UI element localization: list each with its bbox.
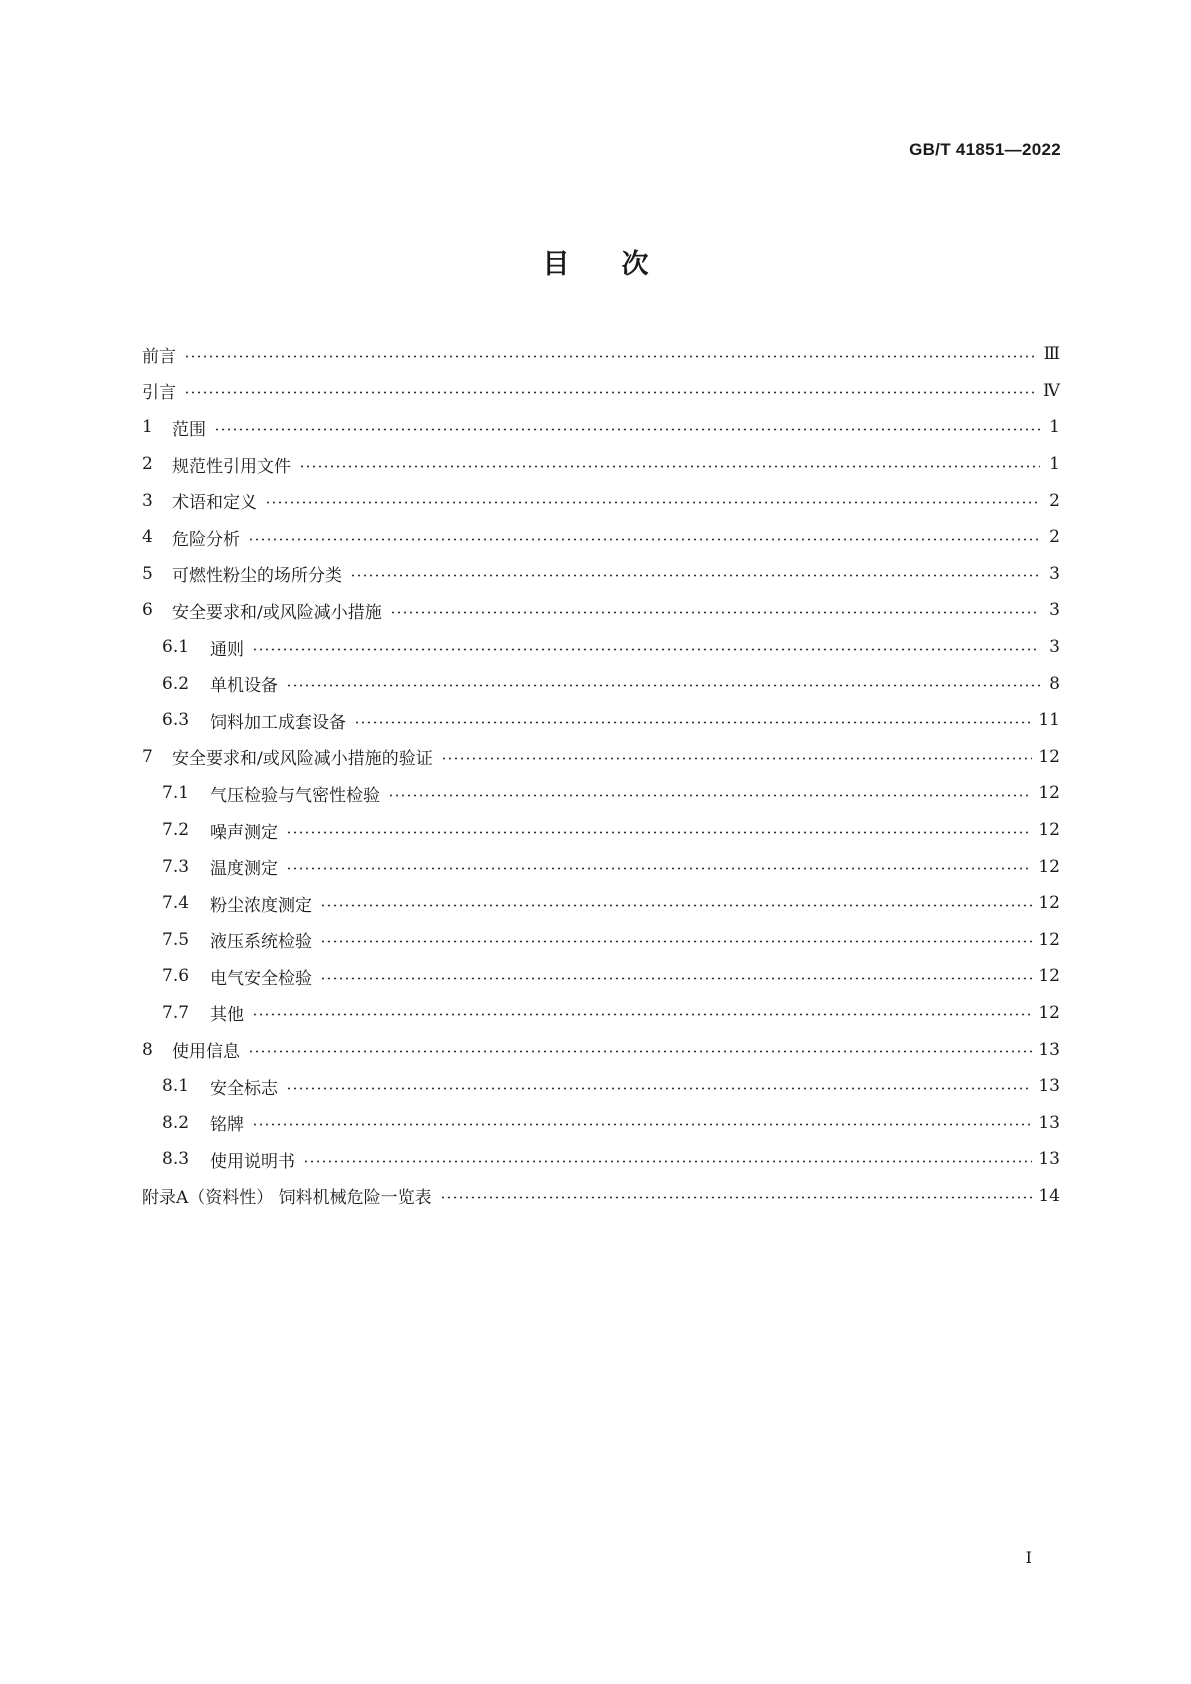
- toc-entry-label: 范围: [172, 419, 206, 440]
- toc-entry-label: 附录A（资料性） 饲料机械危险一览表: [142, 1188, 432, 1209]
- dot-leader: [354, 721, 1032, 724]
- toc-entry-page: 12: [1038, 966, 1060, 987]
- toc-entry-label: 安全要求和/或风险减小措施: [172, 602, 382, 623]
- toc-entry-number: 6.1: [162, 637, 190, 658]
- toc-entry-page: 11: [1038, 710, 1060, 731]
- toc-entry-page: Ⅳ: [1043, 380, 1060, 401]
- toc-entry-label: 可燃性粉尘的场所分类: [172, 566, 342, 587]
- dot-leader: [252, 1013, 1032, 1016]
- toc-entry[interactable]: [142, 482, 1060, 519]
- toc-entry-number: 2: [142, 454, 153, 475]
- toc-entry-label: 使用说明书: [210, 1151, 295, 1172]
- toc-entry-page: 13: [1038, 1112, 1060, 1133]
- toc-entry-number: 8.2: [162, 1112, 190, 1133]
- toc-entry-number: 5: [142, 563, 153, 584]
- toc-entry-page: Ⅲ: [1043, 344, 1060, 365]
- toc-entry-page: 12: [1038, 856, 1060, 877]
- table-of-contents: [142, 336, 1060, 1214]
- dot-leader: [320, 940, 1032, 943]
- toc-entry-page: 2: [1049, 490, 1060, 511]
- toc-entry-label: 噪声测定: [210, 822, 278, 843]
- toc-entry-page: 13: [1038, 1076, 1060, 1097]
- toc-entry-number: 7.2: [162, 820, 190, 841]
- dot-leader: [286, 867, 1032, 870]
- dot-leader: [184, 355, 1038, 358]
- dot-leader: [286, 831, 1032, 834]
- toc-entry-page: 13: [1038, 1039, 1060, 1060]
- toc-entry-label: 术语和定义: [172, 493, 257, 514]
- toc-entry[interactable]: [142, 775, 1060, 812]
- toc-entry-label: 电气安全检验: [210, 968, 312, 989]
- toc-entry-number: 3: [142, 490, 153, 511]
- toc-entry-number: 7: [142, 746, 153, 767]
- toc-entry[interactable]: [142, 739, 1060, 776]
- standard-code: GB/T 41851—2022: [909, 140, 1061, 159]
- dot-leader: [286, 684, 1040, 687]
- toc-entry[interactable]: [142, 958, 1060, 995]
- toc-entry-number: 7.1: [162, 783, 190, 804]
- toc-entry[interactable]: [142, 995, 1060, 1032]
- dot-leader: [248, 1050, 1032, 1053]
- toc-entry-label: 引言: [142, 383, 176, 404]
- toc-entry-label: 单机设备: [210, 676, 278, 697]
- toc-entry-number: 8: [142, 1039, 153, 1060]
- toc-entry-label: 安全标志: [210, 1078, 278, 1099]
- toc-entry-page: 8: [1049, 673, 1060, 694]
- toc-entry-page: 12: [1038, 746, 1060, 767]
- toc-entry[interactable]: [142, 848, 1060, 885]
- toc-entry[interactable]: [142, 373, 1060, 410]
- toc-entry-number: 4: [142, 527, 153, 548]
- toc-entry[interactable]: [142, 592, 1060, 629]
- toc-entry[interactable]: [142, 922, 1060, 959]
- toc-entry[interactable]: [142, 446, 1060, 483]
- dot-leader: [214, 428, 1040, 431]
- toc-entry-label: 温度测定: [210, 859, 278, 880]
- toc-entry-label: 液压系统检验: [210, 932, 312, 953]
- toc-entry-page: 12: [1038, 783, 1060, 804]
- toc-entry[interactable]: [142, 1104, 1060, 1141]
- toc-entry-number: 6.2: [162, 673, 190, 694]
- toc-entry-page: 2: [1049, 527, 1060, 548]
- toc-entry-page: 12: [1038, 820, 1060, 841]
- dot-leader: [299, 465, 1040, 468]
- dot-leader: [390, 611, 1040, 614]
- toc-entry[interactable]: [142, 1031, 1060, 1068]
- dot-leader: [252, 648, 1040, 651]
- dot-leader: [320, 977, 1032, 980]
- toc-entry[interactable]: [142, 702, 1060, 739]
- toc-entry-label: 通则: [210, 639, 244, 660]
- toc-entry-page: 13: [1038, 1149, 1060, 1170]
- toc-entry-number: 8.1: [162, 1076, 190, 1097]
- toc-entry-label: 安全要求和/或风险减小措施的验证: [172, 749, 433, 770]
- dot-leader: [252, 1123, 1032, 1126]
- toc-entry[interactable]: [142, 812, 1060, 849]
- dot-leader: [265, 501, 1040, 504]
- toc-entry[interactable]: [142, 1141, 1060, 1178]
- toc-entry-number: 7.7: [162, 1002, 190, 1023]
- page-number: Ⅰ: [1025, 1548, 1032, 1567]
- toc-entry-page: 1: [1049, 454, 1060, 475]
- dot-leader: [441, 757, 1033, 760]
- toc-entry-number: 7.6: [162, 966, 190, 987]
- dot-leader: [184, 391, 1037, 394]
- toc-entry-label: 粉尘浓度测定: [210, 895, 312, 916]
- toc-entry-label: 前言: [142, 346, 176, 367]
- toc-entry-page: 1: [1049, 417, 1060, 438]
- toc-entry[interactable]: [142, 1068, 1060, 1105]
- dot-leader: [320, 904, 1032, 907]
- toc-entry-label: 气压检验与气密性检验: [210, 785, 380, 806]
- dot-leader: [388, 794, 1032, 797]
- toc-entry-page: 12: [1038, 1002, 1060, 1023]
- toc-entry-number: 1: [142, 417, 153, 438]
- toc-entry-page: 3: [1049, 600, 1060, 621]
- toc-entry-number: 6: [142, 600, 153, 621]
- dot-leader: [440, 1196, 1033, 1199]
- toc-entry-label: 使用信息: [172, 1042, 240, 1063]
- toc-entry-page: 12: [1038, 929, 1060, 950]
- toc-entry[interactable]: [142, 885, 1060, 922]
- toc-entry-label: 规范性引用文件: [172, 456, 291, 477]
- toc-entry[interactable]: [142, 665, 1060, 702]
- toc-entry-page: 3: [1049, 637, 1060, 658]
- toc-entry-page: 3: [1049, 563, 1060, 584]
- toc-entry-number: 8.3: [162, 1149, 190, 1170]
- toc-entry-label: 危险分析: [172, 529, 240, 550]
- toc-entry-label: 饲料加工成套设备: [210, 712, 346, 733]
- page-title: 目次: [542, 249, 701, 280]
- toc-entry-number: 7.3: [162, 856, 190, 877]
- toc-entry-page: 14: [1038, 1185, 1060, 1206]
- toc-entry[interactable]: [142, 519, 1060, 556]
- toc-entry-label: 铭牌: [210, 1115, 244, 1136]
- toc-entry-page: 12: [1038, 893, 1060, 914]
- dot-leader: [286, 1087, 1032, 1090]
- toc-entry[interactable]: [142, 1178, 1060, 1215]
- toc-entry[interactable]: [142, 409, 1060, 446]
- toc-entry-number: 7.4: [162, 893, 190, 914]
- toc-entry[interactable]: [142, 336, 1060, 373]
- toc-entry[interactable]: [142, 629, 1060, 666]
- toc-entry-number: 7.5: [162, 929, 190, 950]
- dot-leader: [303, 1160, 1032, 1163]
- dot-leader: [350, 574, 1040, 577]
- toc-entry-number: 6.3: [162, 710, 190, 731]
- dot-leader: [248, 538, 1040, 541]
- toc-entry-label: 其他: [210, 1005, 244, 1026]
- toc-entry[interactable]: [142, 556, 1060, 593]
